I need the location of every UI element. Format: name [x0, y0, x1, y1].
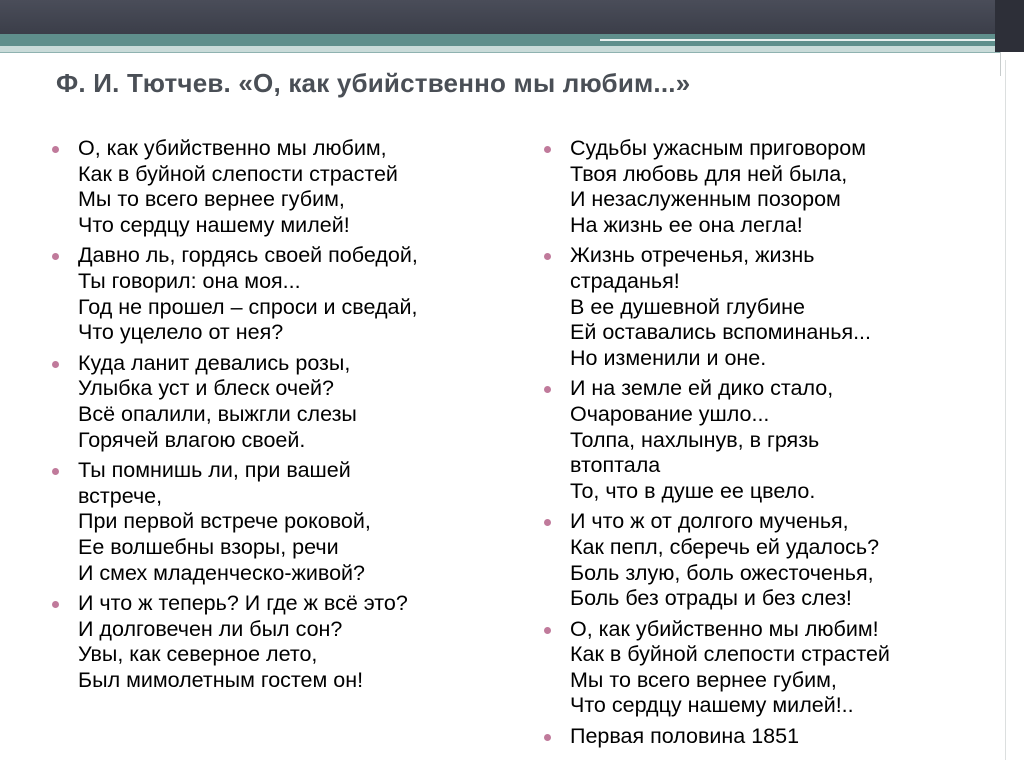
poem-line: Давно ль, гордясь своей победой, [78, 243, 418, 268]
poem-line: Что сердцу нашему милей!.. [570, 693, 854, 718]
poem-line: О, как убийственно мы любим! [570, 616, 879, 641]
poem-line: Год не прошел – спроси и сведай, [78, 294, 418, 319]
stanza [540, 376, 980, 504]
poem-line: Но изменили и оне. [570, 345, 767, 370]
bullet-icon [544, 519, 551, 526]
slide-title: Ф. И. Тютчев. «О, как убийственно мы любим...» [56, 68, 691, 98]
poem-line: О, как убийственно мы любим, [78, 136, 387, 160]
bullet-icon [544, 627, 551, 634]
poem-line: втоптала [570, 453, 661, 478]
poem-line: Что уцелело от нея? [78, 320, 284, 345]
poem-line: Мы то всего вернее губим, [570, 667, 837, 692]
poem-line: Всё опалили, выжгли слезы [78, 401, 357, 426]
poem-line: Улыбка уст и блеск очей? [78, 376, 334, 401]
poem-line: То, что в душе ее цвело. [570, 478, 816, 503]
poem-line: Очарование ушло... [570, 401, 770, 426]
left-poem-column [48, 136, 488, 698]
poem-line: И незаслуженным позором [570, 187, 841, 212]
bullet-icon [52, 601, 59, 608]
poem-line: При первой встрече роковой, [78, 509, 371, 534]
bullet-icon [52, 253, 59, 260]
poem-line: Боль без отрады и без слез! [570, 586, 852, 611]
header-corner-block [995, 0, 1024, 52]
poem-line: Увы, как северное лето, [78, 642, 318, 667]
poem-line: На жизнь ее она легла! [570, 212, 803, 237]
stanza [540, 243, 980, 371]
bullet-icon [52, 146, 59, 153]
poem-line: Мы то всего вернее губим, [78, 187, 345, 212]
header-band [0, 0, 1024, 34]
poem-line: Боль злую, боль ожесточенья, [570, 560, 874, 585]
poem-line: страданья! [570, 268, 680, 293]
poem-line: В ее душевной глубине [570, 294, 805, 319]
stanza [48, 136, 488, 238]
poem-line: И смех младенческо-живой? [78, 560, 365, 585]
stanza [48, 591, 488, 693]
stanza [540, 617, 980, 719]
corner-fold [1000, 52, 1024, 76]
bullet-icon [544, 734, 551, 741]
poem-line: И что ж от долгого мученья, [570, 509, 849, 534]
bullet-icon [544, 386, 551, 393]
right-edge-line [1005, 60, 1006, 760]
bullet-icon [544, 146, 551, 153]
poem-line: Твоя любовь для ней была, [570, 161, 848, 186]
header-highlight-line [600, 39, 995, 41]
poem-line: Что сердцу нашему милей! [78, 212, 350, 237]
bullet-icon [544, 253, 551, 260]
bullet-icon [52, 361, 59, 368]
poem-line: Как пепл, сберечь ей удалось? [570, 534, 880, 559]
poem-line: И долговечен ли был сон? [78, 616, 343, 641]
stanza [48, 458, 488, 586]
stanza [540, 509, 980, 611]
poem-line: Ты помнишь ли, при вашей [78, 458, 351, 483]
poem-line: Жизнь отреченья, жизнь [570, 243, 815, 268]
poem-line: Ей оставались вспоминанья... [570, 320, 871, 345]
poem-line: И на земле ей дико стало, [570, 376, 834, 401]
poem-line: Горячей влагою своей. [78, 427, 306, 452]
stanza [540, 724, 980, 750]
poem-line: Как в буйной слепости страстей [570, 642, 890, 667]
poem-line: Ее волшебны взоры, речи [78, 534, 339, 559]
poem-line: Был мимолетным гостем он! [78, 667, 364, 692]
poem-line: Как в буйной слепости страстей [78, 161, 398, 186]
poem-line: встрече, [78, 483, 163, 508]
right-poem-column [540, 136, 980, 755]
poem-line: Куда ланит девались розы, [78, 350, 351, 375]
stanza [540, 136, 980, 238]
poem-line: Толпа, нахлынув, в грязь [570, 427, 820, 452]
stanza [48, 243, 488, 345]
poem-line: Судьбы ужасным приговором [570, 136, 866, 160]
bullet-icon [52, 468, 59, 475]
poem-line: И что ж теперь? И где ж всё это? [78, 591, 408, 616]
poem-line: Первая половина 1851 [570, 724, 800, 749]
poem-line: Ты говорил: она моя... [78, 268, 301, 293]
stanza [48, 351, 488, 453]
header-divider [0, 52, 1000, 53]
